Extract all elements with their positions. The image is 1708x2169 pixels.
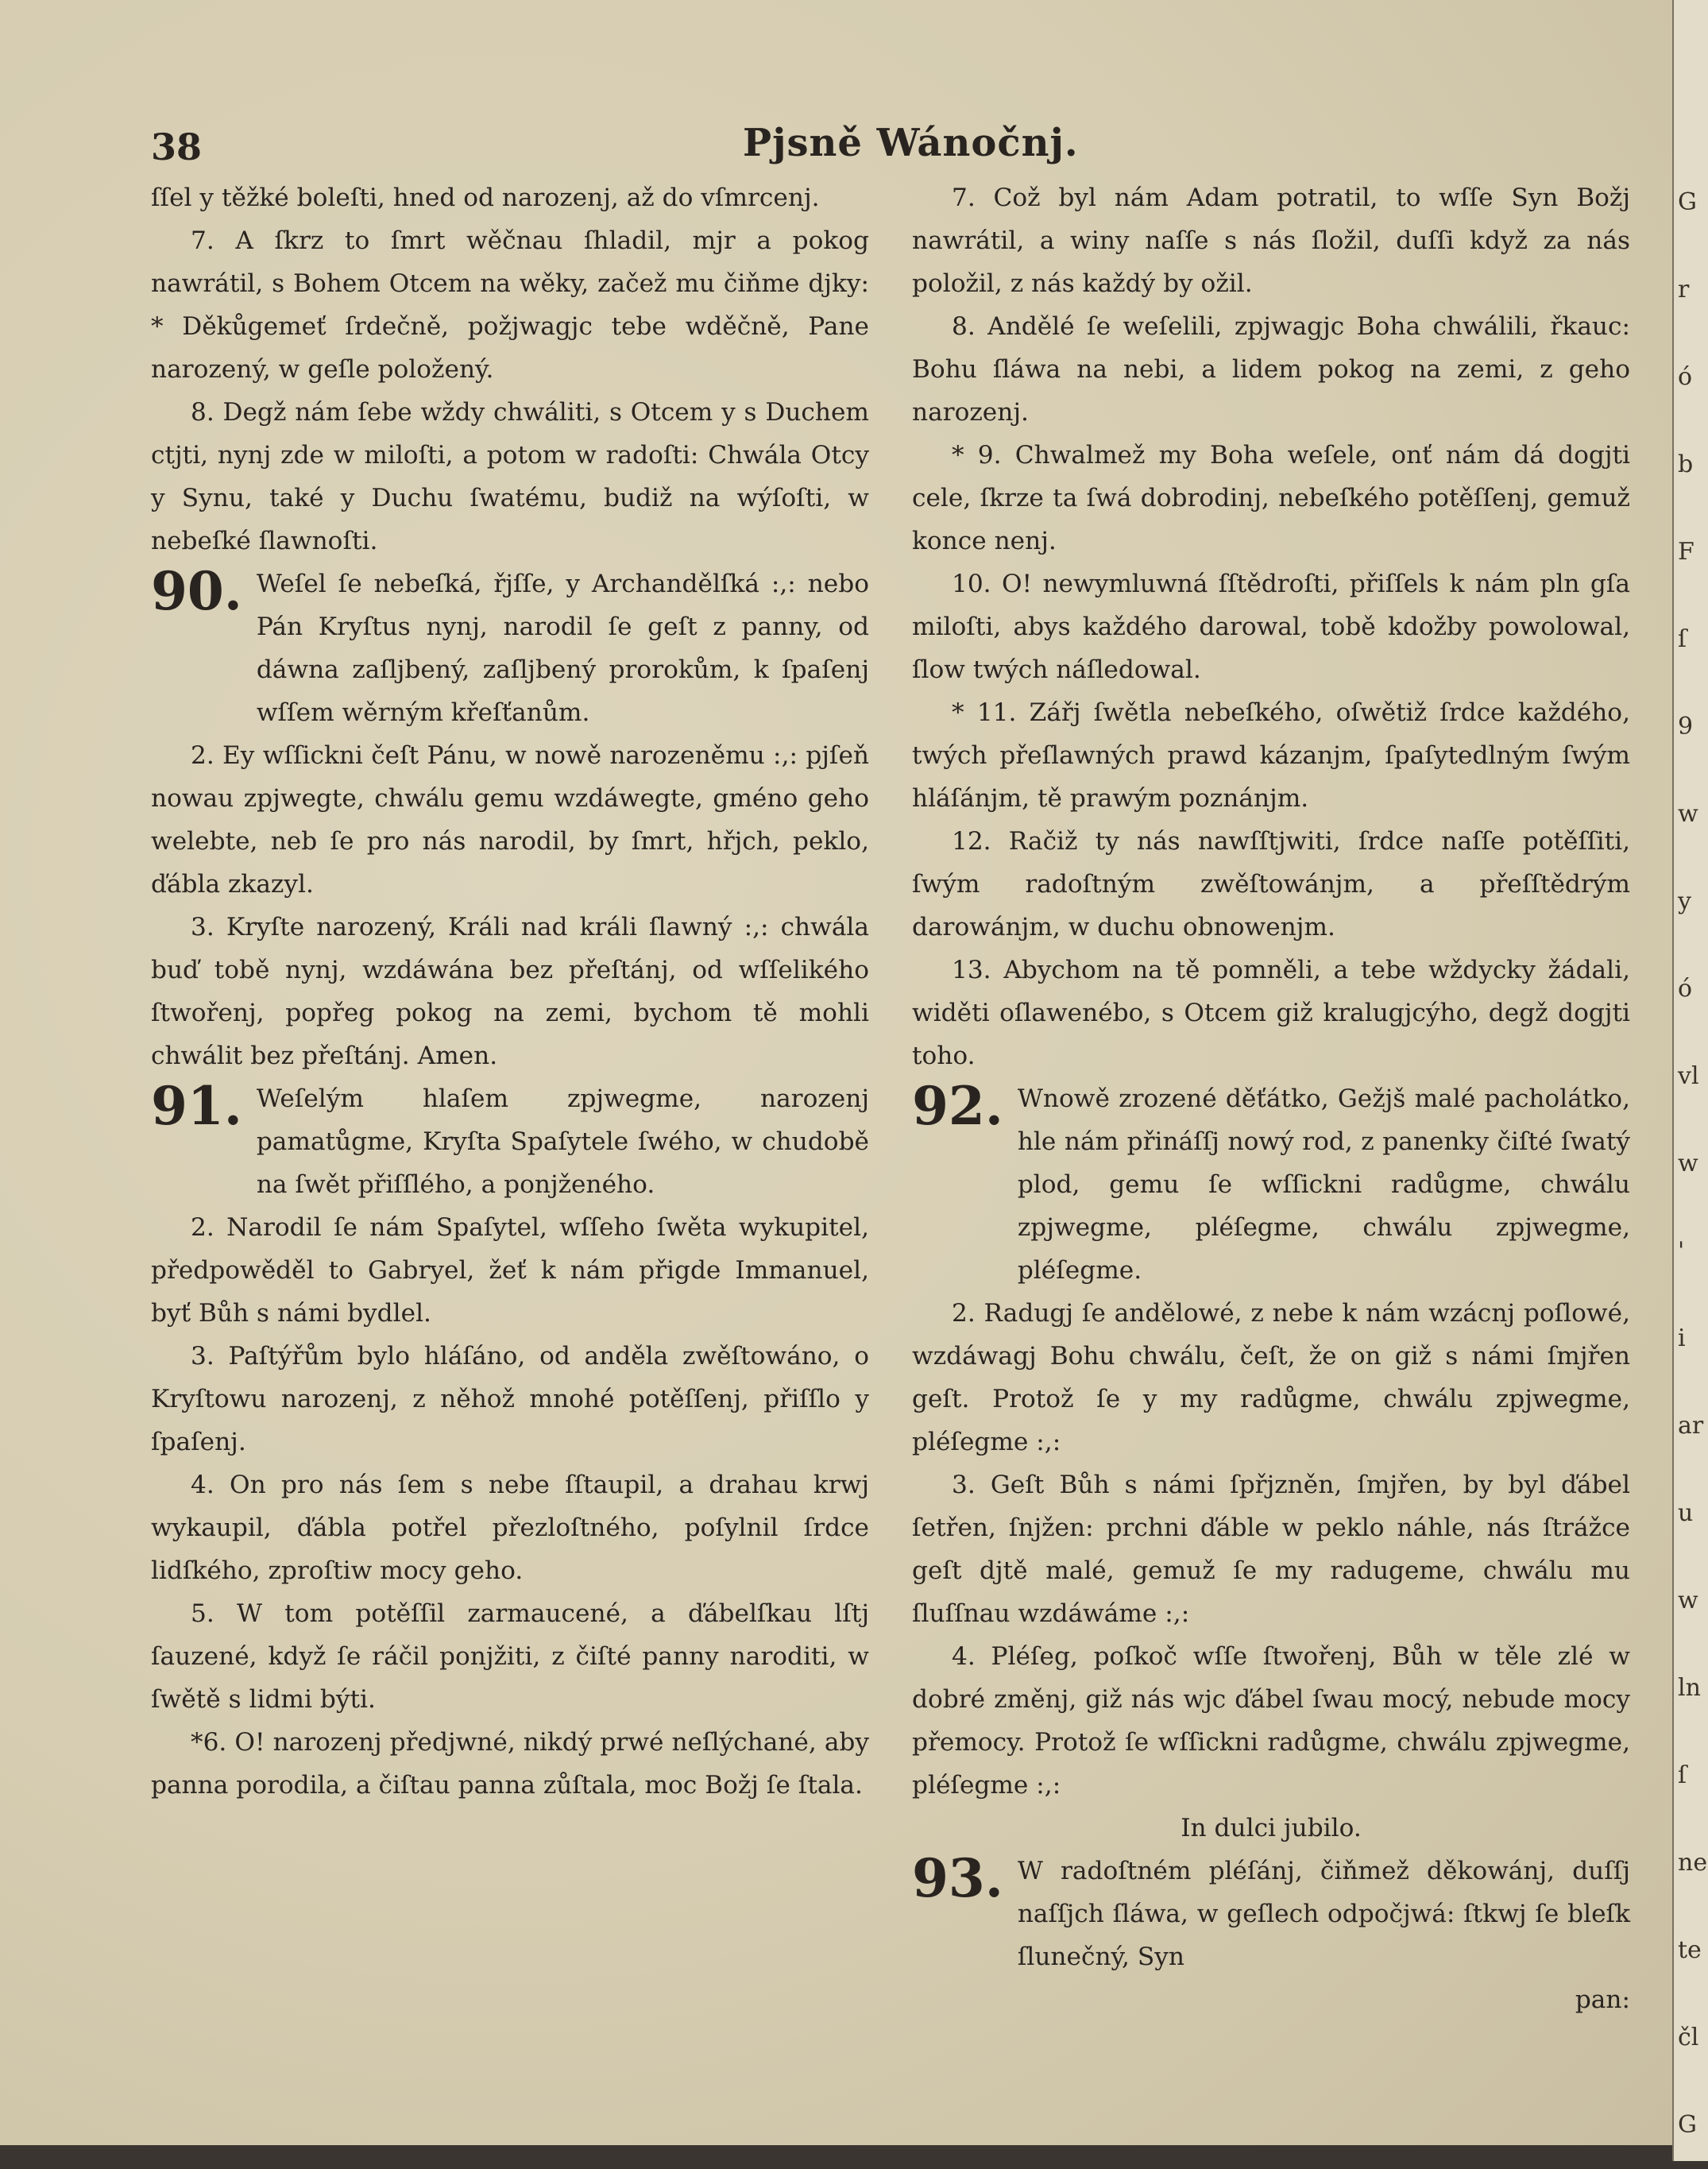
edge-glyph: G	[1678, 188, 1697, 216]
edge-glyph: te	[1678, 1936, 1702, 1964]
stanza: 3. Paſtýřům bylo hláſáno, od anděla zwěſtowáno, o Kryſtowu narozenj, z něhož mnohé potěſſenj, přiſſlo y ſpaſenj.	[151, 1342, 869, 1456]
edge-glyph: w	[1678, 1587, 1698, 1614]
edge-glyph: ne	[1678, 1849, 1708, 1877]
stanza: 2. Narodil ſe nám Spaſytel, wſſeho ſwěta wykupitel, předpowěděl to Gabryel, žeť k nám přigde Immanuel, byť Bůh s námi bydlel.	[151, 1213, 869, 1328]
hymn-first-stanza: Wnowě zrozené děťátko, Gežjš malé pacholátko, hle nám přináſſj nowý rod, z panenky čiſté ſwatý plod, gemu ſe wſſickni radůgme, chwálu zpjwegme, pléſegme, chwálu zpjwegme, pléſegme.	[1017, 1084, 1630, 1285]
stanza: 3. Geſt Bůh s námi ſpřjzněn, ſmjřen, by byl ďábel ſetřen, ſnjžen: prchni ďáble w peklo náhle, nás ſtrážce geſt djtě malé, gemuž ſe my radugeme, chwálu mu ſluſſnau wzdáwáme :,:	[912, 1471, 1630, 1628]
page-number: 38	[151, 126, 203, 168]
edge-glyph: u	[1678, 1499, 1694, 1527]
edge-glyph: ar	[1678, 1412, 1704, 1440]
edge-glyph: čl	[1678, 2024, 1699, 2051]
running-title: Pjsně Wánočnj.	[743, 121, 1079, 165]
edge-glyph: ſ	[1678, 625, 1687, 653]
melody-title: In dulci jubilo.	[1181, 1814, 1362, 1842]
hymn-number: 93.	[912, 1847, 1003, 1909]
edge-glyph: 9	[1678, 713, 1694, 740]
edge-glyph: w	[1678, 1150, 1698, 1177]
stanza: 2. Ey wſſickni čeſt Pánu, w nowě narozeněmu :,: pjſeň nowau zpjwegte, chwálu gemu wzdáwegte, gméno geho welebte, neb ſe pro nás narodil, by ſmrt, hřjch, peklo, ďábla zkazyl.	[151, 741, 869, 899]
hymn-93	[912, 1847, 1630, 1978]
edge-glyph: y	[1678, 887, 1691, 915]
edge-glyph: b	[1678, 450, 1694, 478]
edge-glyph: ln	[1678, 1674, 1701, 1702]
stanza: 3. Kryſte narozený, Králi nad králi ſlawný :,: chwála buď tobě nynj, wzdáwána bez přeſtánj, od wſſelikého ſtwořenj, popřeg pokog na zemi, bychom tě mohli chwálit bez přeſtánj. Amen.	[151, 913, 869, 1070]
stanza: 8. Andělé ſe weſelili, zpjwagjc Boha chwálili, řkauc: Bohu ſláwa na nebi, a lidem pokog na zemi, z geho narozenj.	[912, 312, 1630, 427]
hymn-number: 92.	[912, 1075, 1003, 1137]
stanza: 4. Pléſeg, poſkoč wſſe ſtwořenj, Bůh w těle zlé w dobré změnj, giž nás wjc ďábel ſwau mocý, nebude mocy přemocy. Protož ſe wſſickni radůgme, chwálu zpjwegme, pléſegme :,:	[912, 1642, 1630, 1800]
stanza: * 11. Zářj ſwětla nebeſkého, oſwětiž ſrdce každého, twých přeſlawných prawd kázanjm, ſpaſytedlným ſwým hláſánjm, tě prawým poznánjm.	[912, 698, 1630, 813]
stanza: 2. Radugj ſe andělowé, z nebe k nám wzácnj poſlowé, wzdáwagj Bohu chwálu, čeſt, že on giž s námi ſmjřen geſt. Protož ſe y my radůgme, chwálu zpjwegme, pléſegme :,:	[912, 1299, 1630, 1456]
edge-glyph: r	[1678, 276, 1690, 304]
stanza: 5. W tom potěſſil zarmaucené, a ďábelſkau lſtj ſauzené, když ſe ráčil ponjžiti, z čiſté panny naroditi, w ſwětě s lidmi býti.	[151, 1599, 869, 1714]
stanza: 12. Račiž ty nás nawſſtjwiti, ſrdce naſſe potěſſiti, ſwým radoſtným zwěſtowánjm, a přeſſtědrým darowánjm, w duchu obnowenjm.	[912, 827, 1630, 941]
hymn-first-stanza: Weſelým hlaſem zpjwegme, narozenj pamatůgme, Kryſta Spaſytele ſwého, w chudobě na ſwět přiſſlého, a ponjženého.	[256, 1084, 869, 1199]
edge-glyph: w	[1678, 800, 1698, 828]
edge-glyph: ó	[1678, 975, 1693, 1003]
hymn-90	[151, 560, 869, 734]
edge-glyph: vl	[1678, 1062, 1699, 1090]
edge-glyph: G	[1678, 2111, 1697, 2139]
stanza: 13. Abychom na tě pomněli, a tebe wždycky žádali, widěti oſlawenébo, s Otcem giž kralugjcýho, degž dogjti toho.	[912, 956, 1630, 1070]
paragraph: ſſel y těžké boleſti, hned od narozenj, až do vſmrcenj.	[151, 184, 820, 212]
edge-glyph: '	[1678, 1237, 1685, 1265]
edge-glyph: i	[1678, 1324, 1686, 1352]
next-page-glyphs	[1678, 159, 1708, 2169]
hymn-92	[912, 1077, 1630, 1292]
edge-glyph: ó	[1678, 363, 1693, 391]
stanza: 7. A ſkrz to ſmrt wěčnau ſhladil, mjr a pokog nawrátil, s Bohem Otcem na wěky, začež mu čiňme djky: * Děkůgemeť ſrdečně, požjwagjc tebe wděčně, Pane narozený, w geſle položený.	[151, 226, 869, 384]
stanza: 7. Což byl nám Adam potratil, to wſſe Syn Božj nawrátil, a winy naſſe s nás ſložil, duſſi když za nás položil, z nás každý by ožil.	[912, 184, 1630, 298]
hymn-first-stanza: W radoſtném pléſánj, čiňmež děkowánj, duſſj naſſjch ſláwa, w geſlech odpočjwá: ſtkwj ſe bleſk ſlunečný, Syn	[1017, 1857, 1630, 1971]
left-column	[151, 176, 869, 1807]
stanza: 4. On pro nás ſem s nebe ſſtaupil, a drahau krwj wykaupil, ďábla potřel přezloſtného, poſylnil ſrdce lidſkého, zproſtiw mocy geho.	[151, 1471, 869, 1585]
hymn-first-stanza: Weſel ſe nebeſká, řjſſe, y Archandělſká :,: nebo Pán Kryſtus nynj, narodil ſe geſt z panny, od dáwna zaſljbený, zaſljbený prorokům, k ſpaſenj wſſem wěrným křeſťanům.	[256, 570, 869, 727]
stanza: 8. Degž nám ſebe wždy chwáliti, s Otcem y s Duchem ctjti, nynj zde w miloſti, a potom w radoſti: Chwála Otcy y Synu, také y Duchu ſwatému, budiž na wýſoſti, w nebeſké ſlawnoſti.	[151, 398, 869, 555]
stanza: 10. O! newymluwná ſſtědroſti, přiſſels k nám pln gſa miloſti, abys každého darowal, tobě kdožby powolowal, ſlow twých náſledowal.	[912, 570, 1630, 684]
stanza: * 9. Chwalmež my Boha weſele, onť nám dá dogjti cele, ſkrze ta ſwá dobrodinj, nebeſkého potěſſenj, gemuž konce nenj.	[912, 441, 1630, 555]
catchword: pan:	[1575, 1985, 1630, 2014]
hymn-number: 91.	[151, 1075, 242, 1137]
stanza: *6. O! narozenj předjwné, nikdý prwé neſlýchané, aby panna porodila, a čiſtau panna zůſtala, moc Božj ſe ſtala.	[151, 1728, 869, 1800]
right-column	[912, 176, 1630, 2021]
edge-glyph: F	[1678, 538, 1694, 566]
hymn-91	[151, 1077, 869, 1206]
hymn-number: 90.	[151, 560, 242, 622]
edge-glyph: ſ	[1678, 1761, 1687, 1789]
